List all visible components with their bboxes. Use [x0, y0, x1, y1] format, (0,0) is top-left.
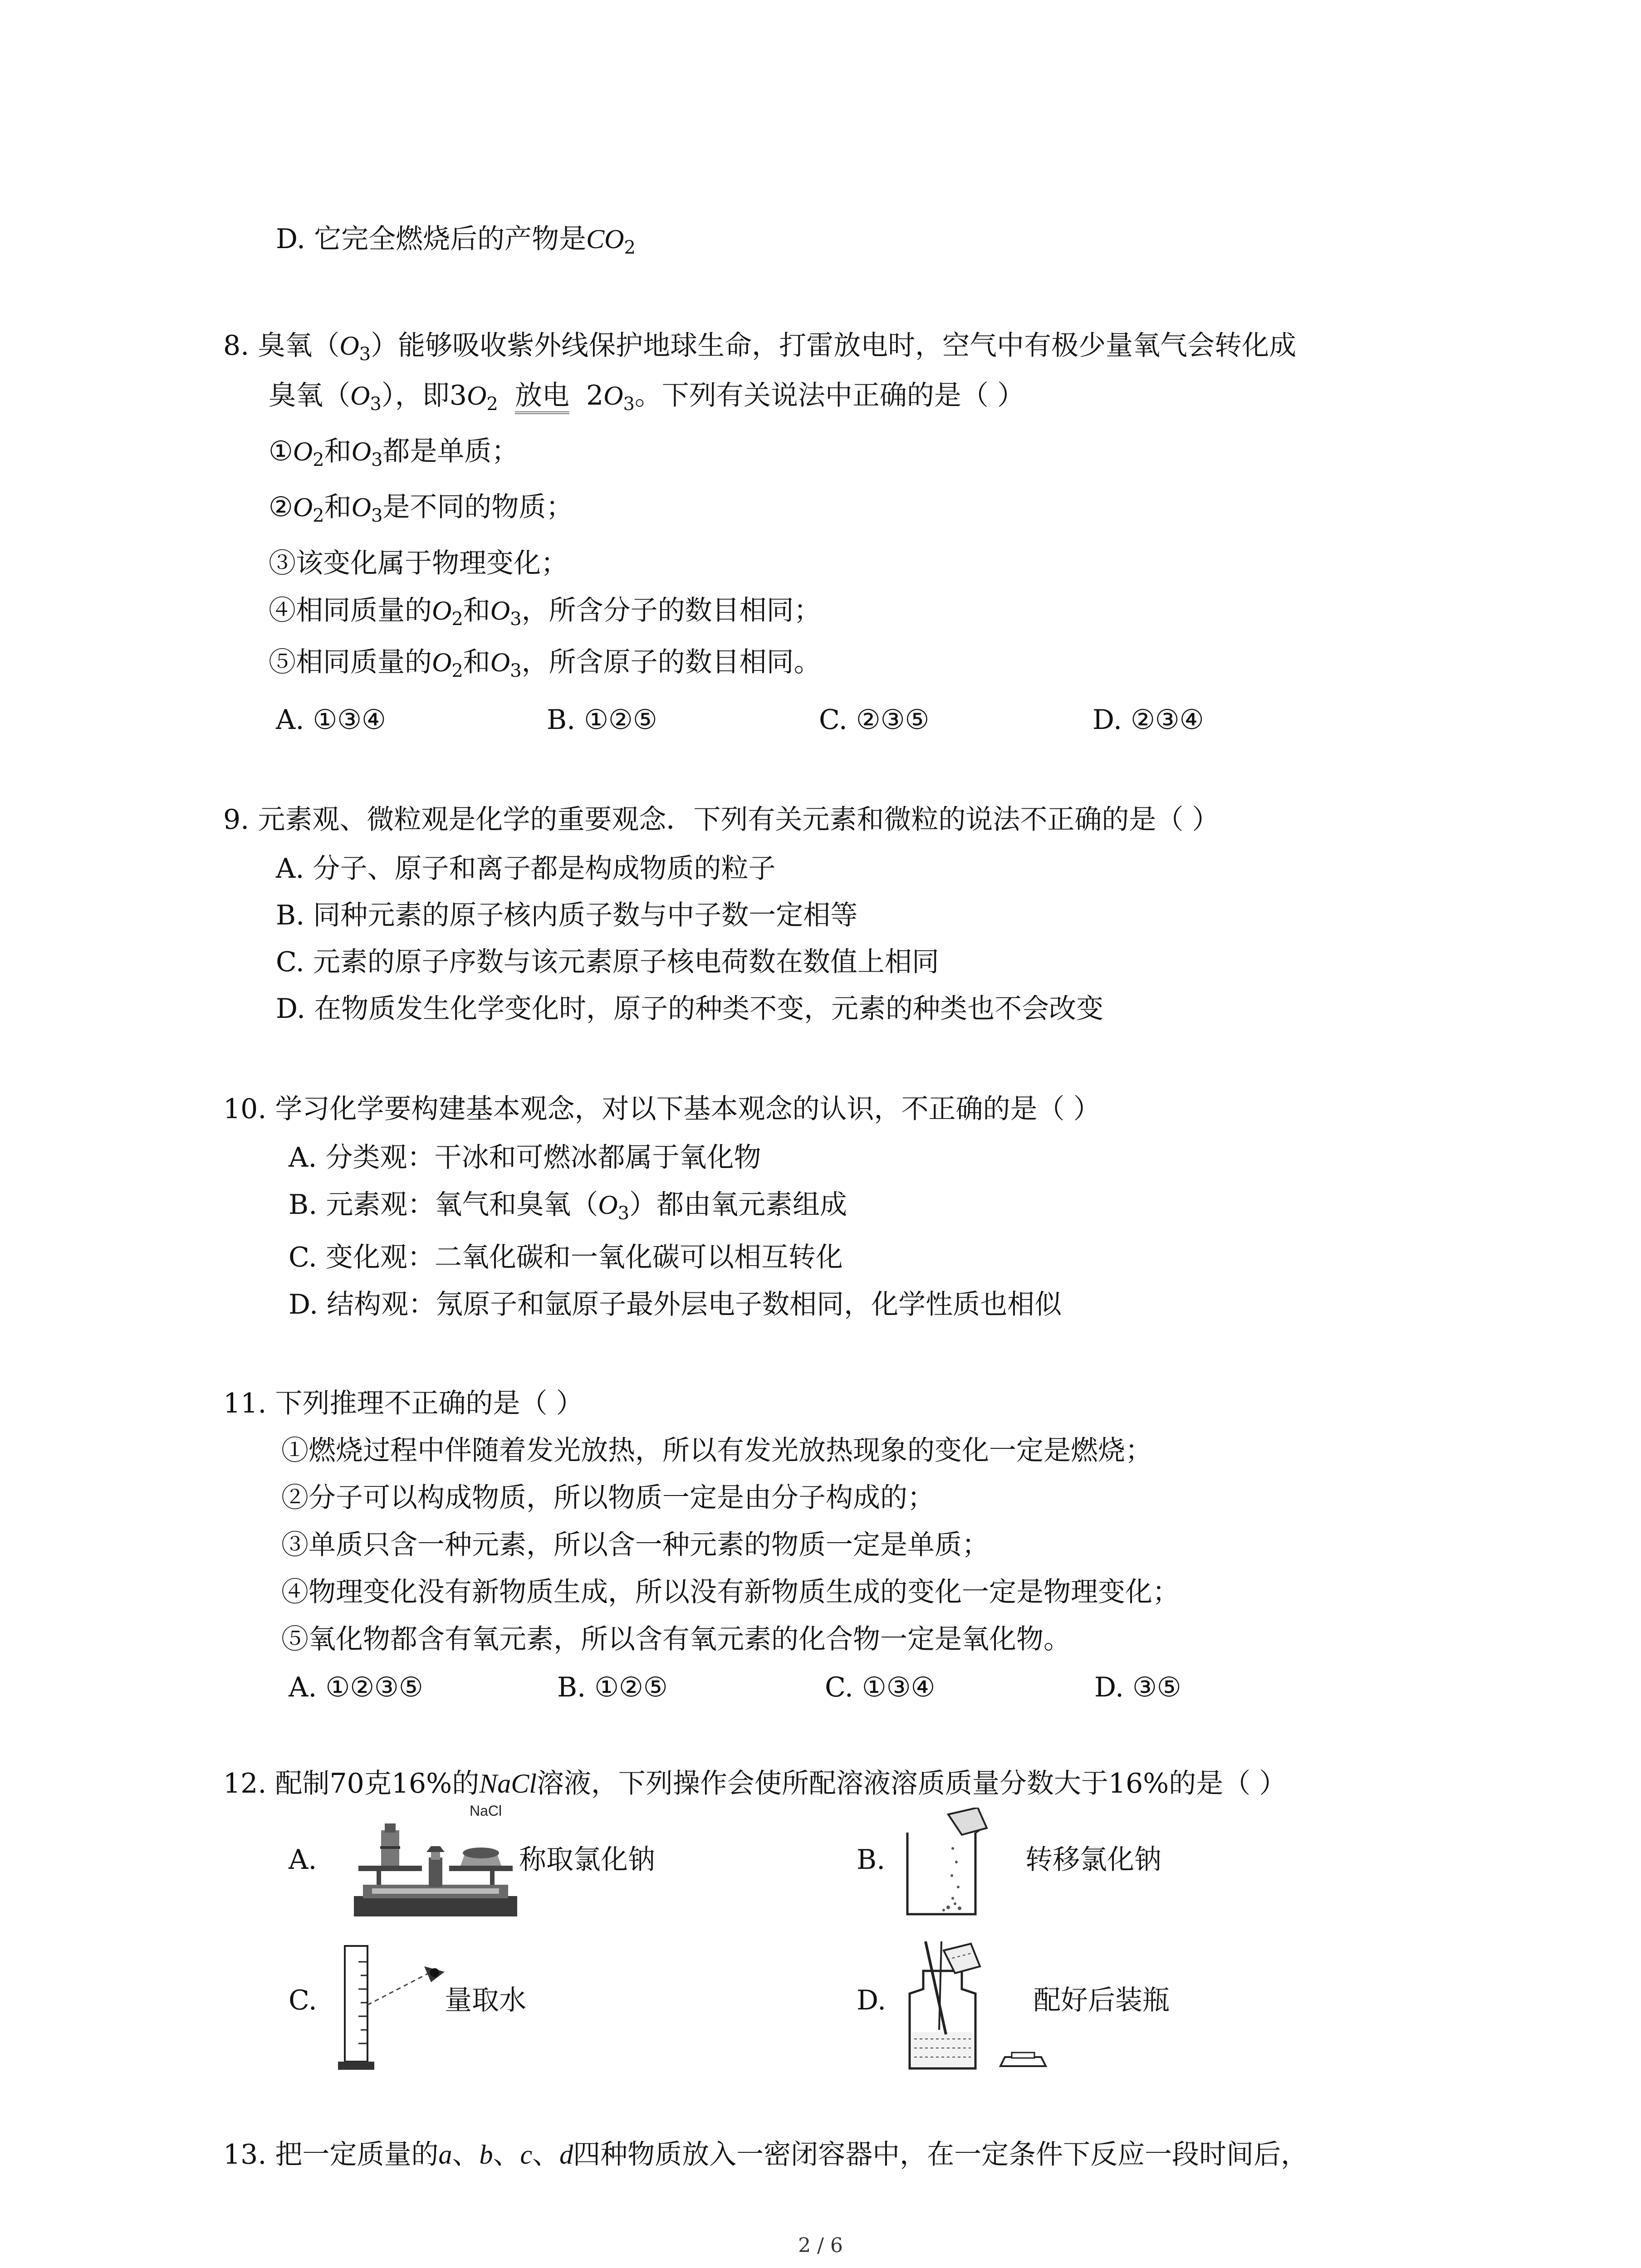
text: 和: [463, 646, 490, 678]
variable: b: [479, 2140, 493, 2170]
nacl-label: NaCl: [470, 1803, 502, 1819]
text: 8. 臭氧（: [223, 330, 340, 362]
formula: O: [598, 1190, 618, 1220]
q8-statement-3: ③该变化属于物理变化；: [269, 547, 568, 579]
subscript: 3: [623, 394, 635, 415]
formula: CO: [586, 224, 624, 254]
text: ）都由氧元素组成: [629, 1189, 847, 1221]
page-number: 2 / 6: [798, 2234, 843, 2257]
text: B. 元素观：氧气和臭氧（: [289, 1189, 598, 1221]
q8-stem-line1: [223, 327, 1296, 372]
subscript: 3: [510, 609, 522, 630]
text: 溶液，下列操作会使所配溶液溶质质量分数大于16%的是（ ）: [536, 1768, 1287, 1799]
text: 12. 配制70克16%的: [223, 1768, 480, 1799]
q11-option-b: B. ①②⑤: [557, 1672, 668, 1703]
q11-option-a: A. ①②③⑤: [289, 1672, 423, 1703]
subscript: 2: [313, 505, 324, 526]
formula: O: [432, 596, 452, 626]
q12-option-b-caption: 转移氯化钠: [1025, 1844, 1161, 1876]
q8-option-a: A. ①③④: [276, 704, 386, 736]
subscript: 3: [510, 660, 522, 681]
formula: O: [293, 436, 313, 466]
q8-statement-1: [269, 433, 519, 478]
reaction-condition: 放电: [515, 380, 569, 414]
q9-option-b: B. 同种元素的原子核内质子数与中子数一定相等: [276, 899, 858, 931]
text: ④相同质量的: [269, 595, 432, 626]
q12-option-c-caption: 量取水: [445, 1984, 526, 2016]
text: 13. 把一定质量的: [223, 2139, 439, 2170]
subscript: 2: [624, 237, 636, 258]
formula: O: [603, 381, 623, 411]
formula: O: [351, 436, 371, 466]
q11-statement-2: ②分子可以构成物质，所以物质一定是由分子构成的；: [281, 1482, 935, 1514]
subscript: 2: [313, 450, 324, 470]
beaker-pouring-illustration: [898, 1808, 998, 1921]
q9-stem: 9. 元素观、微粒观是化学的重要观念．下列有关元素和微粒的说法不正确的是（ ）: [223, 804, 1220, 836]
q8-option-c: C. ②③⑤: [819, 704, 930, 736]
q7-option-d: [276, 221, 636, 266]
text: 和: [463, 595, 490, 626]
q12-option-c-letter: C.: [289, 1984, 317, 2016]
formula: O: [490, 596, 510, 626]
formula: O: [432, 647, 452, 677]
text: 和: [324, 435, 352, 467]
text: 四种物质放入一密闭容器中，在一定条件下反应一段时间后，: [573, 2139, 1308, 2170]
subscript: 3: [371, 450, 383, 470]
q12-option-d-caption: 配好后装瓶: [1034, 1984, 1170, 2016]
q10-stem: 10. 学习化学要构建基本观念，对以下基本观念的认识，不正确的是（ ）: [223, 1093, 1101, 1125]
text: 臭氧（: [269, 380, 350, 411]
q11-statement-1: ①燃烧过程中伴随着发光放热，所以有发光放热现象的变化一定是燃烧；: [281, 1435, 1152, 1466]
q8-statement-2: [269, 489, 573, 534]
q8-option-d: D. ②③④: [1092, 704, 1204, 736]
text: 和: [324, 491, 352, 523]
variable: a: [438, 2140, 452, 2170]
q10-option-b: [289, 1187, 847, 1232]
text: 、: [493, 2139, 520, 2170]
q10-option-a: A. 分类观：干冰和可燃冰都属于氧化物: [289, 1142, 761, 1173]
q9-option-d: D. 在物质发生化学变化时，原子的种类不变，元素的种类也不会改变: [276, 993, 1104, 1025]
subscript: 2: [486, 394, 498, 415]
formula: O: [490, 647, 510, 677]
q12-option-a-caption: 称取氯化钠: [519, 1844, 655, 1876]
subscript: 3: [370, 394, 382, 415]
q12-option-b-letter: B.: [857, 1844, 886, 1876]
q8-statement-4: [269, 592, 821, 637]
subscript: 2: [451, 609, 463, 630]
q11-stem: 11. 下列推理不正确的是（ ）: [223, 1388, 583, 1419]
text: 都是单质；: [382, 435, 519, 467]
balance-illustration: [345, 1803, 526, 1921]
text: ⑤相同质量的: [269, 646, 432, 678]
text: ）能够吸收紫外线保护地球生命，打雷放电时，空气中有极少量氧气会转化成: [371, 330, 1297, 362]
formula: O: [350, 381, 370, 411]
text: 、: [532, 2139, 560, 2170]
q10-option-d: D. 结构观：氖原子和氩原子最外层电子数相同，化学性质也相似: [289, 1289, 1062, 1320]
q9-option-a: A. 分子、原子和离子都是构成物质的粒子: [276, 853, 776, 885]
q11-option-c: C. ①③④: [825, 1672, 936, 1703]
variable: c: [520, 2140, 533, 2170]
subscript: 3: [371, 505, 383, 526]
q11-option-d: D. ③⑤: [1094, 1672, 1181, 1703]
formula: O: [466, 381, 487, 411]
q8-stem-line2: [269, 377, 1024, 422]
q12-option-d-letter: D.: [857, 1984, 887, 2016]
q8-statement-5: [269, 644, 821, 689]
q11-statement-3: ③单质只含一种元素，所以含一种元素的物质一定是单质；: [281, 1529, 989, 1561]
q13-stem: [223, 2136, 1308, 2173]
text: ②: [269, 491, 293, 523]
formula: NaCl: [479, 1769, 537, 1799]
text: ，所含原子的数目相同。: [521, 646, 821, 678]
q11-statement-5: ⑤氧化物都含有氧元素，所以含有氧元素的化合物一定是氧化物。: [281, 1623, 1071, 1655]
text: ），即3: [381, 380, 467, 411]
q12-stem: [223, 1765, 1286, 1802]
text: 2: [586, 380, 604, 411]
text: 。下列有关说法中正确的是（ ）: [634, 380, 1024, 411]
text: ①: [269, 435, 293, 467]
text: ，所含分子的数目相同；: [521, 595, 821, 626]
formula: O: [293, 492, 313, 522]
q7-option-d-text: D. 它完全燃烧后的产物是: [276, 223, 587, 255]
subscript: 3: [359, 344, 371, 365]
subscript: 2: [451, 660, 463, 681]
formula: O: [339, 331, 359, 361]
subscript: 3: [617, 1203, 630, 1224]
text: 是不同的物质；: [382, 491, 573, 523]
q11-statement-4: ④物理变化没有新物质生成，所以没有新物质生成的变化一定是物理变化；: [281, 1576, 1180, 1608]
q9-option-c: C. 元素的原子序数与该元素原子核电荷数在数值上相同: [276, 946, 939, 978]
graduated-cylinder-illustration: [336, 1944, 454, 2075]
formula: O: [351, 492, 371, 522]
q8-option-b: B. ①②⑤: [547, 704, 657, 736]
q12-option-a-letter: A.: [289, 1844, 317, 1876]
q10-option-c: C. 变化观：二氧化碳和一氧化碳可以相互转化: [289, 1242, 843, 1273]
variable: d: [559, 2140, 573, 2170]
text: 、: [452, 2139, 480, 2170]
